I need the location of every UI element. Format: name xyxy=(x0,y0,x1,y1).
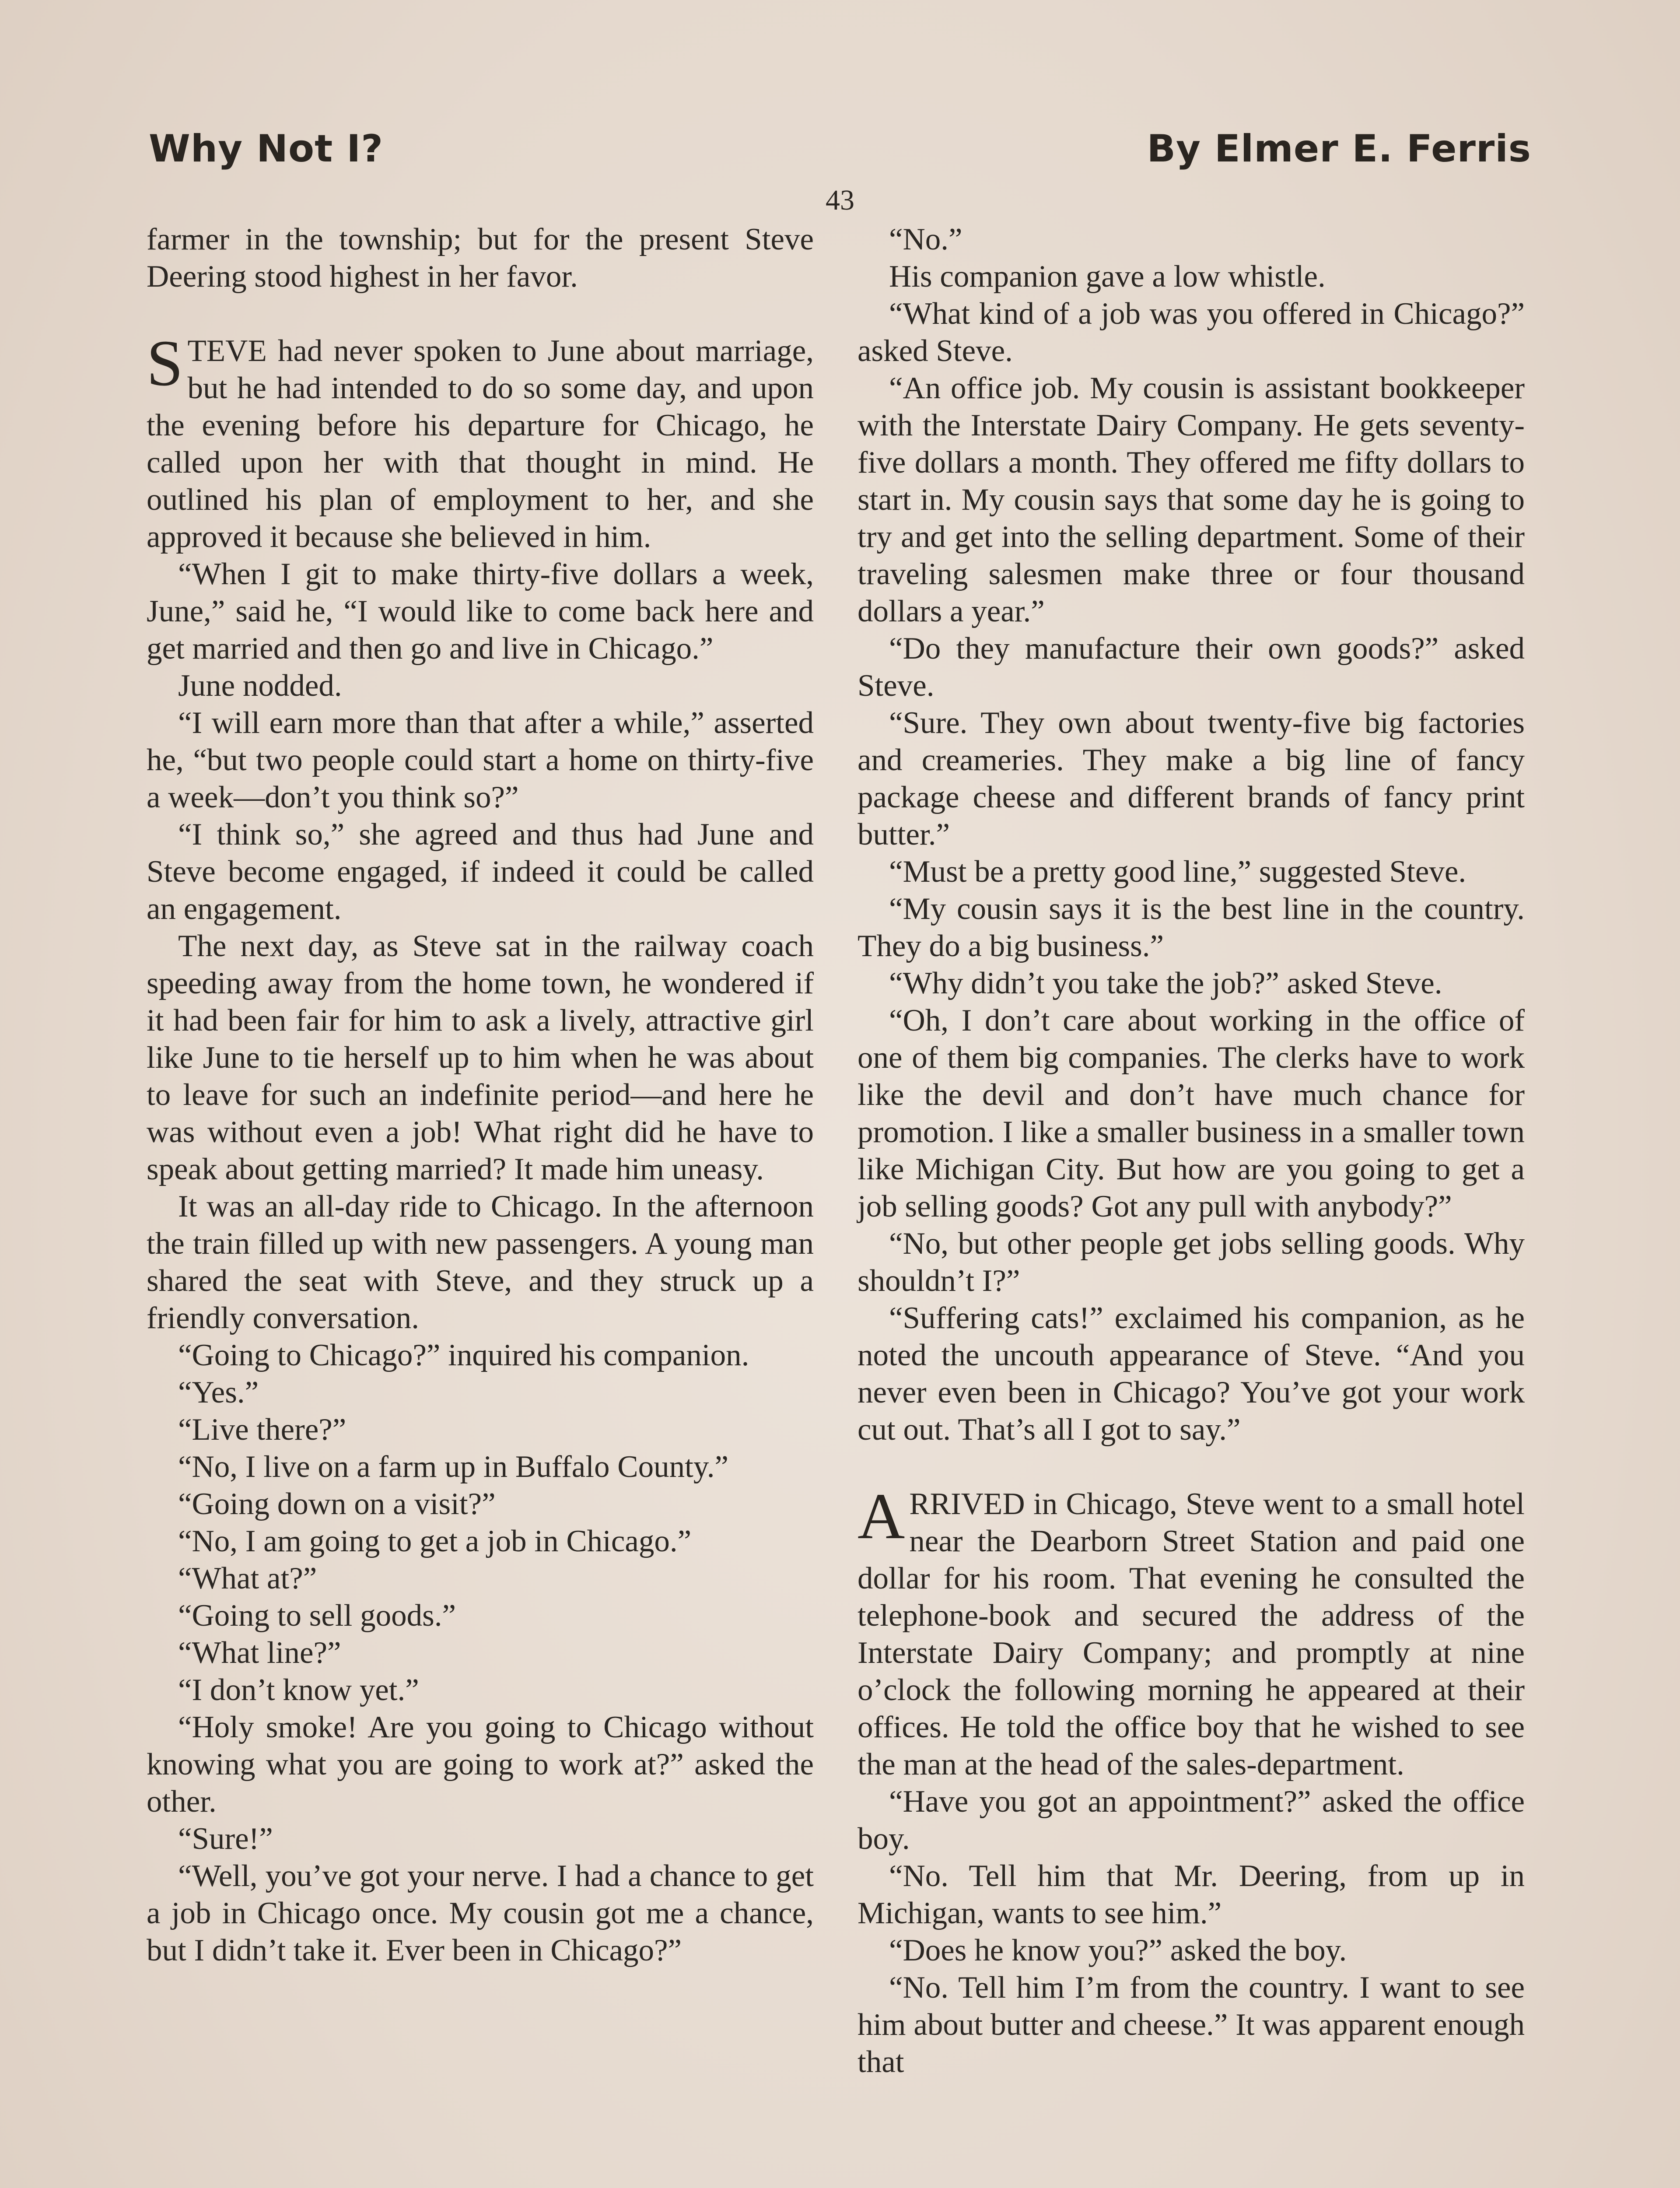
paragraph-text: “Must be a pretty good line,” suggested Steve. xyxy=(889,855,1466,889)
paragraph xyxy=(858,1932,1525,1969)
paragraph xyxy=(858,1858,1525,1932)
paragraph xyxy=(147,1858,814,1969)
paragraph xyxy=(147,1560,814,1597)
paragraph-text: “Sure!” xyxy=(178,1822,273,1856)
paragraph xyxy=(858,1002,1525,1225)
page-number: 43 xyxy=(826,184,854,216)
paragraph-text: “What line?” xyxy=(178,1636,341,1670)
paragraph xyxy=(147,1374,814,1411)
paragraph-text: “My cousin says it is the best line in the country. They do a big business.” xyxy=(858,892,1525,963)
paragraph xyxy=(858,891,1525,965)
paragraph xyxy=(858,965,1525,1002)
paragraph-text: TEVE had never spoken to June about marriage, but he had intended to do so some day, and upon the evening before his departure for Chicago, he called upon her with that thought in mind. He outlined his plan of employment to her, and she approved it because she believed in him. xyxy=(147,334,814,554)
paragraph xyxy=(858,853,1525,891)
paragraph-text: “Suffering cats!” exclaimed his companion, as he noted the uncouth appearance of Steve. “And you never even been in Chicago? You’ve got your work cut out. That’s all I got to say.” xyxy=(858,1301,1525,1447)
paragraph xyxy=(147,1411,814,1448)
paragraph xyxy=(147,928,814,1188)
paragraph-text: “Going down on a visit?” xyxy=(178,1487,496,1521)
paragraph-text: “What kind of a job was you offered in Chicago?” asked Steve. xyxy=(858,297,1525,368)
paragraph-text: “Why didn’t you take the job?” asked Steve. xyxy=(889,966,1442,1000)
story-title: Why Not I? xyxy=(149,127,384,171)
paragraph xyxy=(858,221,1525,258)
drop-cap: S xyxy=(147,327,183,400)
paragraph xyxy=(147,1337,814,1374)
paragraph xyxy=(147,1188,814,1337)
paragraph xyxy=(858,295,1525,370)
paragraph xyxy=(147,1672,814,1709)
paragraph xyxy=(147,1523,814,1560)
paragraph xyxy=(858,630,1525,705)
paragraph-text: “Holy smoke! Are you going to Chicago without knowing what you are going to work at?” asked the other. xyxy=(147,1710,814,1819)
paragraph xyxy=(147,667,814,705)
paragraph-text: “Oh, I don’t care about working in the office of one of them big companies. The clerks have to work like the devil and don’t have much chance for promotion. I like a smaller business in a smaller town like Michigan City. But how are you going to get a job selling goods? Got any pull with anybody?” xyxy=(858,1003,1525,1224)
paragraph xyxy=(858,1225,1525,1300)
paragraph xyxy=(147,1634,814,1672)
paragraph-text: “I don’t know yet.” xyxy=(178,1673,419,1707)
paragraph xyxy=(147,1486,814,1523)
paragraph-text: “Going to Chicago?” inquired his companion. xyxy=(178,1338,749,1372)
paragraph xyxy=(858,1969,1525,2081)
paragraph-text: “I think so,” she agreed and thus had June and Steve become engaged, if indeed it could be called an engagement. xyxy=(147,817,814,926)
paragraph-text: farmer in the township; but for the present Steve Deering stood highest in her favor. xyxy=(147,222,814,294)
paragraph-text: “Yes.” xyxy=(178,1375,259,1410)
right-text-column xyxy=(858,221,1525,2081)
paragraph xyxy=(147,1448,814,1486)
paragraph-text: “No. Tell him that Mr. Deering, from up in Michigan, wants to see him.” xyxy=(858,1859,1525,1930)
paragraph-text: “Live there?” xyxy=(178,1413,346,1447)
paragraph xyxy=(858,1783,1525,1858)
paragraph-text: “No, I am going to get a job in Chicago.” xyxy=(178,1524,692,1558)
drop-cap: A xyxy=(858,1480,905,1553)
story-author: By Elmer E. Ferris xyxy=(1147,127,1531,171)
paragraph-text: “No.” xyxy=(889,222,962,256)
paragraph xyxy=(858,370,1525,630)
paragraph-text: “What at?” xyxy=(178,1561,317,1595)
paragraph xyxy=(147,1597,814,1634)
paragraph xyxy=(147,1709,814,1820)
paragraph xyxy=(147,327,814,556)
paragraph xyxy=(858,705,1525,853)
paragraph xyxy=(858,258,1525,295)
left-text-column xyxy=(147,221,814,1969)
paragraph-text: “No, I live on a farm up in Buffalo County.” xyxy=(178,1450,728,1484)
paragraph-text: His companion gave a low whistle. xyxy=(889,259,1326,294)
paragraph-text: “Well, you’ve got your nerve. I had a chance to get a job in Chicago once. My cousin got me a chance, but I didn’t take it. Ever been in Chicago?” xyxy=(147,1859,814,1967)
paragraph-text: The next day, as Steve sat in the railway coach speeding away from the home town, he wondered if it had been fair for him to ask a lively, attractive girl like June to tie herself up to him when he was about to leave for such an indefinite period—and here he was without even a job! What right did he have to speak about getting married? It made him uneasy. xyxy=(147,929,814,1186)
paragraph-text: RRIVED in Chicago, Steve went to a small hotel near the Dearborn Street Station and paid one dollar for his room. That evening he consulted the telephone-book and secured the address of the Interstate Dairy Company; and promptly at nine o’clock the following morning he appeared at their offices. He told the office boy that he wished to see the man at the head of the sales-department. xyxy=(858,1487,1525,1781)
paragraph xyxy=(858,1480,1525,1783)
paragraph-text: “When I git to make thirty-five dollars a week, June,” said he, “I would like to come back here and get married and then go and live in Chicago.” xyxy=(147,557,814,666)
paragraph-text: “An office job. My cousin is assistant bookkeeper with the Interstate Dairy Company. He gets seventy-five dollars a month. They offered me fifty dollars to start in. My cousin says that some day he is going to try and get into the selling department. Some of their traveling salesmen make three or four thousand dollars a year.” xyxy=(858,371,1525,628)
paragraph-text: “Sure. They own about twenty-five big factories and creameries. They make a big line of fancy package cheese and different brands of fancy print butter.” xyxy=(858,706,1525,852)
paragraph xyxy=(147,221,814,295)
paragraph xyxy=(858,1300,1525,1448)
paragraph-text: “Do they manufacture their own goods?” asked Steve. xyxy=(858,631,1525,703)
paragraph-text: “No, but other people get jobs selling goods. Why shouldn’t I?” xyxy=(858,1227,1525,1298)
paragraph xyxy=(147,1820,814,1858)
paragraph xyxy=(147,816,814,928)
paragraph-text: “Does he know you?” asked the boy. xyxy=(889,1933,1347,1967)
paragraph-text: “Going to sell goods.” xyxy=(178,1599,456,1633)
paragraph-text: June nodded. xyxy=(178,669,342,703)
paragraph-text: It was an all-day ride to Chicago. In the afternoon the train filled up with new passengers. A young man shared the seat with Steve, and they struck up a friendly conversation. xyxy=(147,1189,814,1335)
section-break xyxy=(147,295,814,333)
paragraph xyxy=(147,705,814,816)
paragraph-text: “No. Tell him I’m from the country. I want to see him about butter and cheese.” It was apparent enough that xyxy=(858,1971,1525,2079)
section-break xyxy=(858,1448,1525,1486)
paragraph-text: “Have you got an appointment?” asked the office boy. xyxy=(858,1785,1525,1856)
paragraph-text: “I will earn more than that after a while,” asserted he, “but two people could start a home on thirty-five a week—don’t you think so?” xyxy=(147,706,814,814)
paragraph xyxy=(147,556,814,667)
